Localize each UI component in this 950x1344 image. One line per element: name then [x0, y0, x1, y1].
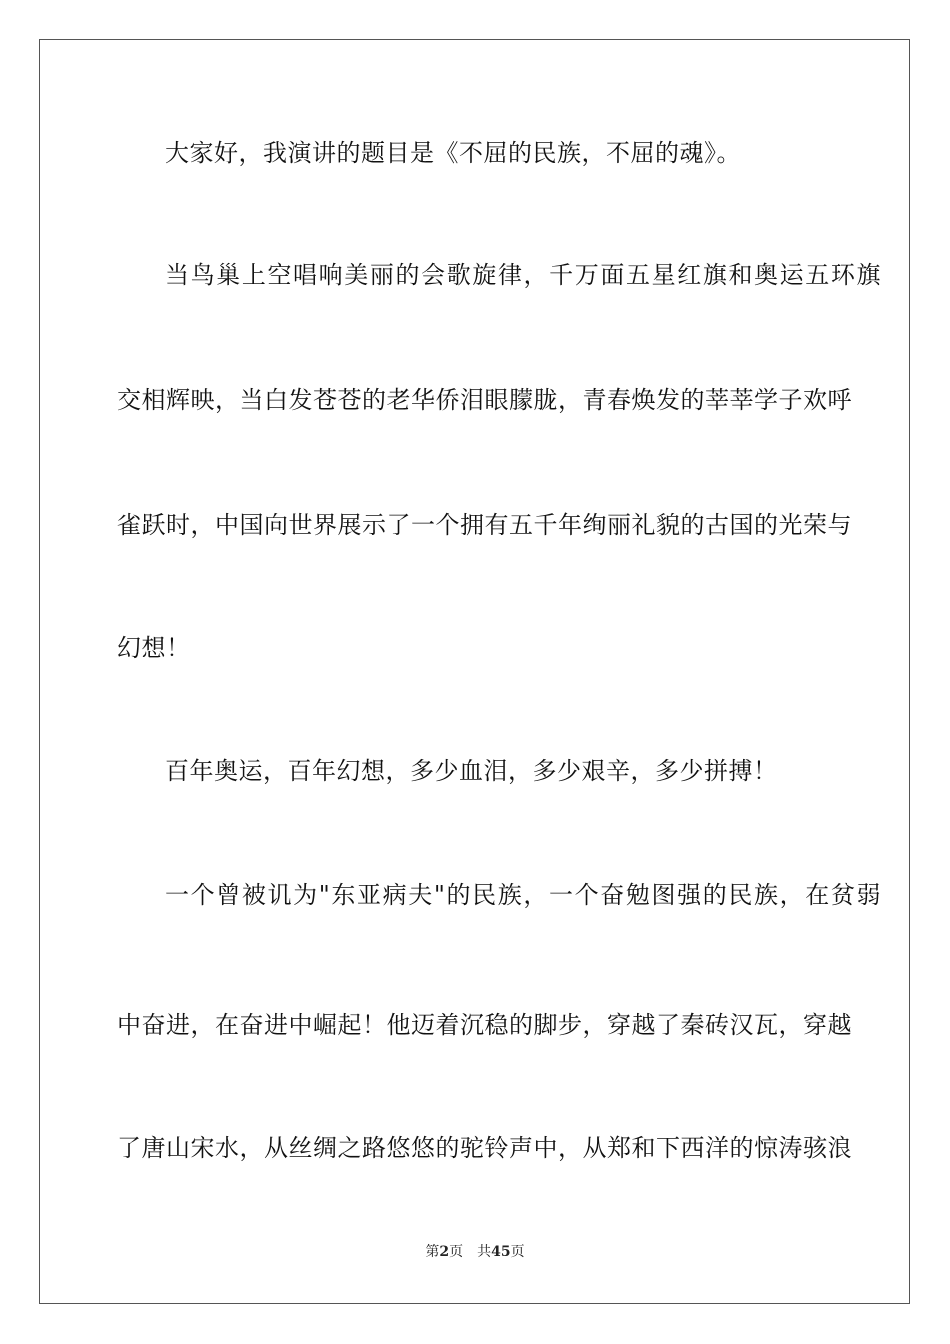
footer-page-total: 45 [491, 1244, 511, 1260]
paragraph-3-line-1: 百年奥运，百年幻想，多少血泪，多少艰辛，多少拼搏！ [165, 757, 778, 785]
paragraph-2-line-2: 交相辉映，当白发苍苍的老华侨泪眼朦胧，青春焕发的莘莘学子欢呼 [117, 386, 852, 414]
paragraph-4-line-2: 中奋进，在奋进中崛起！他迈着沉稳的脚步，穿越了秦砖汉瓦，穿越 [117, 1011, 852, 1039]
paragraph-4-line-3: 了唐山宋水，从丝绸之路悠悠的驼铃声中，从郑和下西洋的惊涛骇浪 [117, 1134, 852, 1162]
paragraph-2-line-1: 当鸟巢上空唱响美丽的会歌旋律，千万面五星红旗和奥运五环旗 [165, 261, 881, 289]
paragraph-1-line-1: 大家好，我演讲的题目是《不屈的民族，不屈的魂》。 [165, 139, 741, 167]
footer-page-prefix: 第 [425, 1244, 440, 1260]
paragraph-2-line-4: 幻想！ [117, 634, 191, 662]
paragraph-2-line-3: 雀跃时，中国向世界展示了一个拥有五千年绚丽礼貌的古国的光荣与 [117, 511, 852, 539]
footer-page-current: 2 [439, 1244, 450, 1260]
footer-total-prefix: 共 [477, 1244, 492, 1260]
page-footer [0, 1243, 950, 1261]
page-border [39, 39, 910, 1304]
paragraph-4-line-1: 一个曾被讥为"东亚病夫"的民族，一个奋勉图强的民族，在贫弱 [165, 881, 881, 909]
footer-total-suffix: 页 [510, 1244, 525, 1260]
footer-page-suffix: 页 [449, 1244, 464, 1260]
